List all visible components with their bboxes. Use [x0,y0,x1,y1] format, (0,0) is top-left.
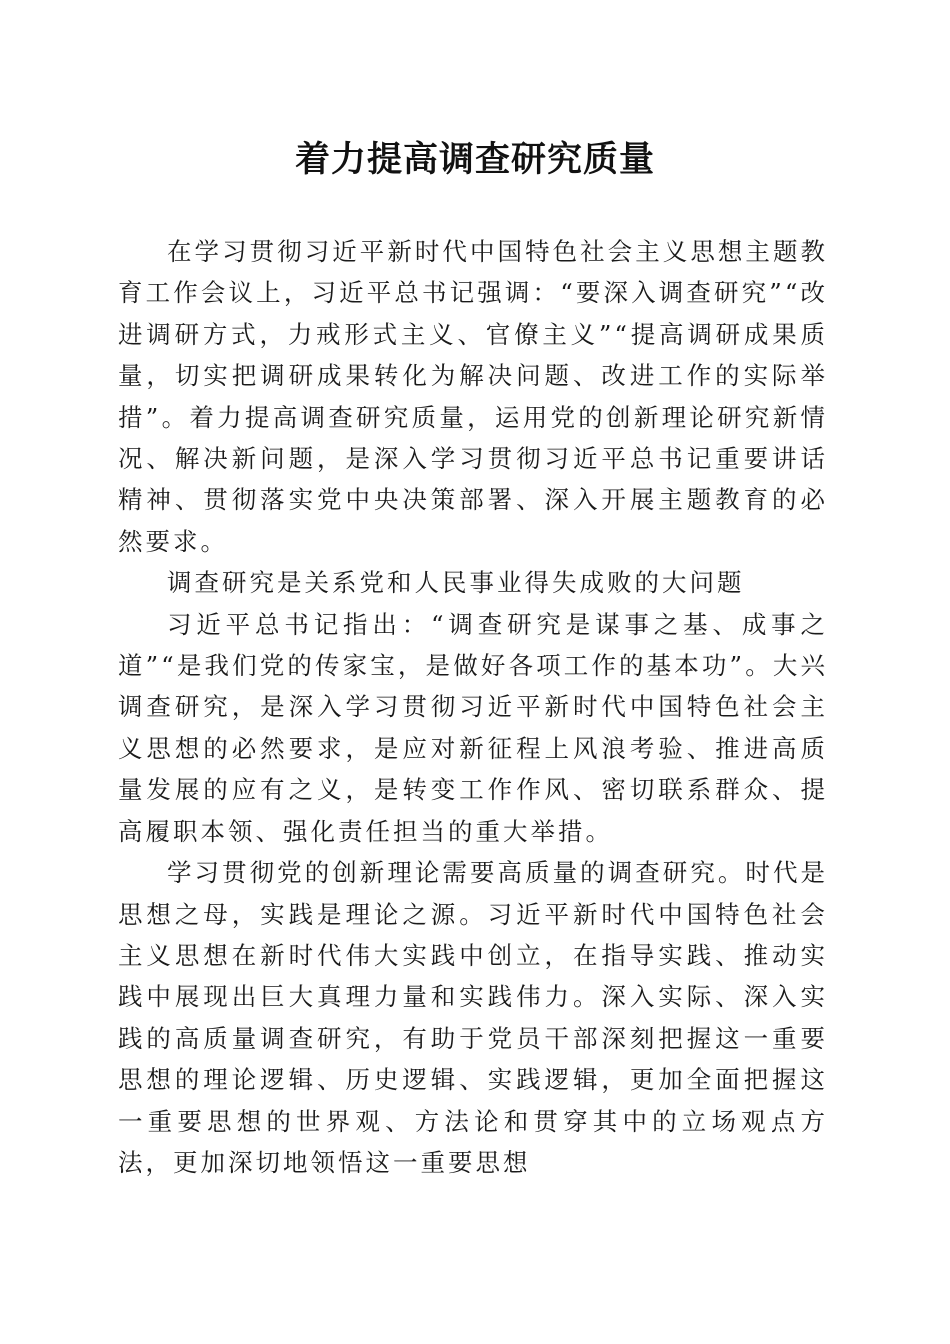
paragraph-intro: 在学习贯彻习近平新时代中国特色社会主义思想主题教育工作会议上，习近平总书记强调：“要深入调查研究”“改进调研方式，力戒形式主义、官僚主义”“提高调研成果质量，切实把调研成果转化为解决问题、改进工作的实际举措”。着力提高调查研究质量，运用党的创新理论研究新情况、解决新问题，是深入学习贯彻习近平总书记重要讲话精神、贯彻落实党中央决策部署、深入开展主题教育的必然要求。 [118,237,828,556]
paragraph-theory: 学习贯彻党的创新理论需要高质量的调查研究。时代是思想之母，实践是理论之源。习近平新时代中国特色社会主义思想在新时代伟大实践中创立，在指导实践、推动实践中展现出巨大真理力量和实践伟力。深入实际、深入实践的高质量调查研究，有助于党员干部深刻把握这一重要思想的理论逻辑、历史逻辑、实践逻辑，更加全面把握这一重要思想的世界观、方法论和贯穿其中的立场观点方法，更加深切地领悟这一重要思想 [118,858,828,1177]
section-heading: 调查研究是关系党和人民事业得失成败的大问题 [167,568,745,598]
paragraph-importance: 习近平总书记指出：“调查研究是谋事之基、成事之道”“是我们党的传家宝，是做好各项工作的基本功”。大兴调查研究，是深入学习贯彻习近平新时代中国特色社会主义思想的必然要求，是应对新征程上风浪考验、推进高质量发展的应有之义，是转变工作作风、密切联系群众、提高履职本领、强化责任担当的重大举措。 [118,609,828,846]
document-title: 着力提高调查研究质量 [294,139,655,180]
document-body [118,231,828,1183]
